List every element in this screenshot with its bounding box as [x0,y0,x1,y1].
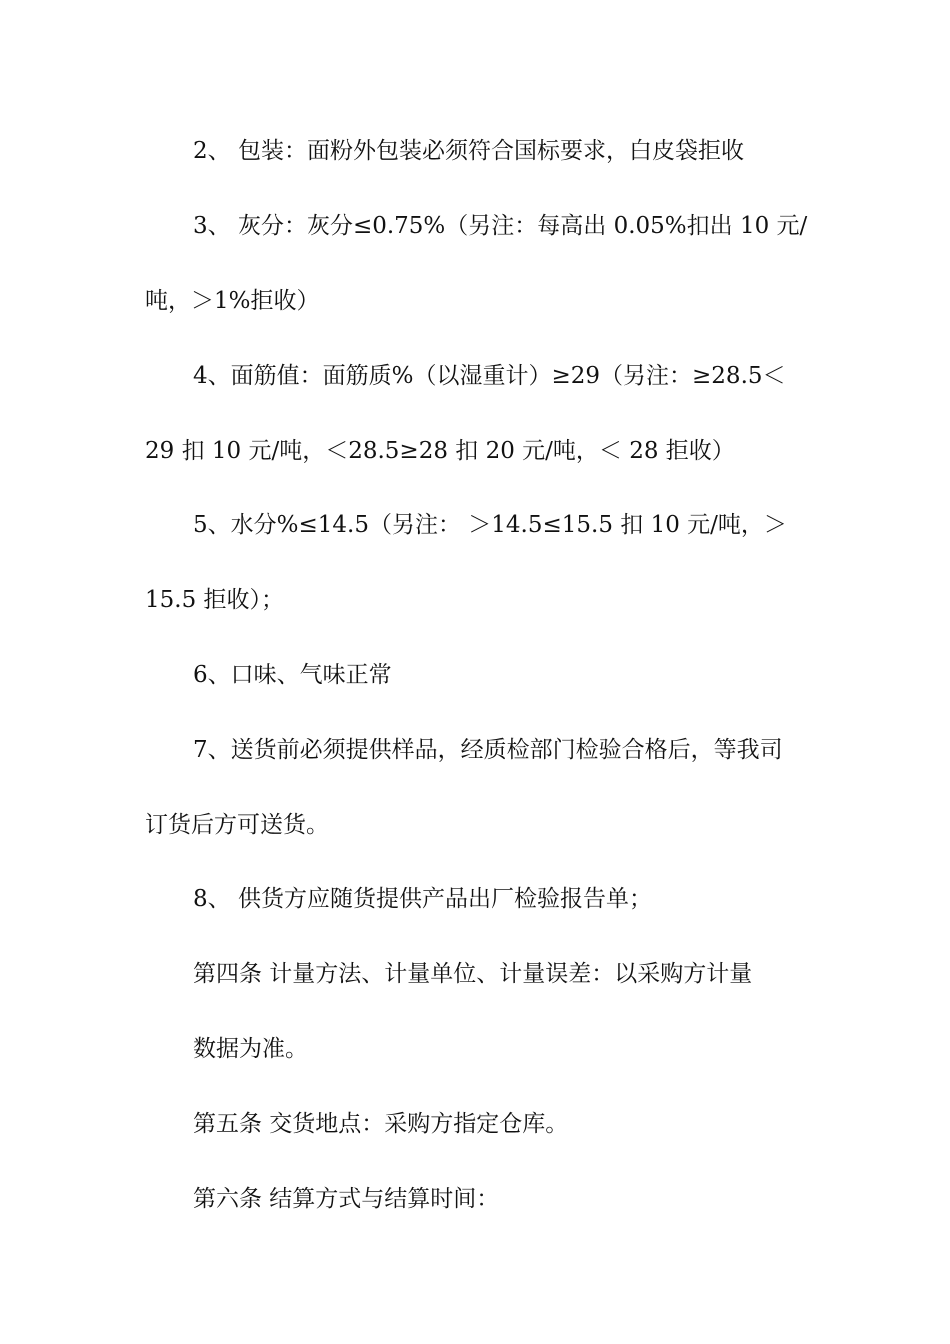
article-5-delivery-place: 第五条 交货地点：采购方指定仓库。 [193,1111,569,1137]
article-4-measurement-line-1: 第四条 计量方法、计量单位、计量误差：以采购方计量 [193,961,753,987]
clause-7-sample-line-2: 订货后方可送货。 [145,812,329,838]
clause-6-taste: 6、口味、气味正常 [193,662,392,688]
clause-5-moisture-line-2: 15.5 拒收）； [145,587,285,613]
clause-7-sample-line-1: 7、送货前必须提供样品，经质检部门检验合格后，等我司 [193,737,783,763]
article-6-settlement: 第六条 结算方式与结算时间： [193,1186,500,1212]
clause-3-ash-line-2: 吨，＞1%拒收） [145,288,320,314]
clause-8-report: 8、 供货方应随货提供产品出厂检验报告单； [193,886,652,912]
clause-2-packaging: 2、 包装：面粉外包装必须符合国标要求，白皮袋拒收 [193,138,744,164]
article-4-measurement-line-2: 数据为准。 [193,1036,308,1062]
clause-5-moisture-line-1: 5、水分%≤14.5（另注： ＞14.5≤15.5 扣 10 元/吨，＞ [193,512,787,538]
clause-4-gluten-line-1: 4、面筋值：面筋质%（以湿重计）≥29（另注：≥28.5＜ [193,363,786,389]
clause-3-ash-line-1: 3、 灰分：灰分≤0.75%（另注：每高出 0.05%扣出 10 元/ [193,213,808,239]
clause-4-gluten-line-2: 29 扣 10 元/吨，＜28.5≥28 扣 20 元/吨，＜ 28 拒收） [145,438,735,464]
